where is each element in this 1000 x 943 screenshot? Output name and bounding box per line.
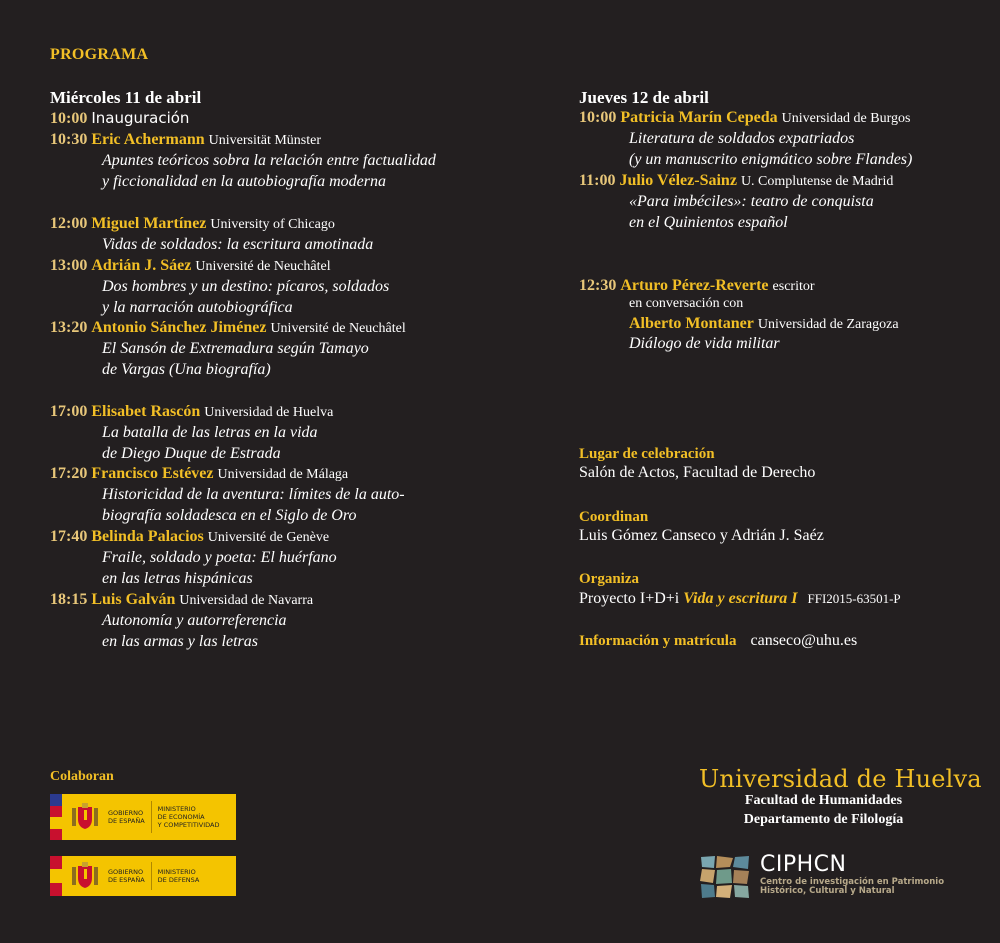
entry-time: 10:00 bbox=[579, 109, 617, 126]
entry-time: 11:00 bbox=[579, 172, 616, 189]
ciphcn-mosaic-icon bbox=[699, 855, 751, 899]
entry-title: biografía soldadesca en el Siglo de Oro bbox=[102, 507, 357, 524]
entry-affiliation: Université de Genève bbox=[207, 530, 330, 545]
entry-affiliation: U. Complutense de Madrid bbox=[740, 174, 894, 189]
entry-time: 10:00 bbox=[50, 110, 88, 127]
lugar-label: Lugar de celebración bbox=[579, 446, 715, 462]
entry-title: «Para imbéciles»: teatro de conquista bbox=[629, 193, 874, 210]
coat-of-arms-icon bbox=[68, 802, 102, 832]
day1-entry-6 bbox=[50, 464, 348, 485]
departamento-name: Departamento de Filología bbox=[743, 812, 904, 827]
entry-title: en las armas y las letras bbox=[102, 633, 258, 650]
entry-conversation: en conversación con bbox=[629, 296, 744, 311]
flag-icon bbox=[50, 794, 62, 840]
entry-title: Vidas de soldados: la escritura amotinada bbox=[102, 236, 374, 253]
entry-title: y la narración autobiográfica bbox=[102, 299, 293, 316]
entry-title: Literatura de soldados expatriados bbox=[629, 130, 855, 147]
entry-affiliation: Universidad de Navarra bbox=[179, 593, 314, 608]
day2-entry-2-second-speaker bbox=[629, 314, 899, 335]
day2-entry-1 bbox=[579, 171, 893, 192]
gobierno-text: GOBIERNO DE ESPAÑA bbox=[108, 809, 145, 825]
facultad-name: Facultad de Humanidades bbox=[744, 793, 903, 808]
entry-time: 13:20 bbox=[50, 319, 88, 336]
entry-speaker: Luis Galván bbox=[91, 591, 176, 608]
entry-title: en las letras hispánicas bbox=[102, 570, 253, 587]
ciphcn-subtitle-1: Centro de investigación en Patrimonio bbox=[760, 877, 945, 887]
entry-affiliation: Université de Neuchâtel bbox=[195, 259, 331, 274]
entry-affiliation: Universidad de Zaragoza bbox=[757, 317, 899, 332]
coat-of-arms-icon bbox=[68, 861, 102, 891]
logo-divider bbox=[151, 801, 152, 833]
entry-title: Diálogo de vida militar bbox=[629, 335, 780, 352]
organiza-value bbox=[579, 589, 901, 609]
entry-speaker: Miguel Martínez bbox=[91, 215, 207, 232]
organiza-project: Vida y escritura I bbox=[683, 590, 798, 607]
entry-title: Autonomía y autorreferencia bbox=[102, 612, 287, 629]
entry-title: La batalla de las letras en la vida bbox=[102, 424, 318, 441]
organiza-label: Organiza bbox=[579, 571, 639, 587]
day1-entry-4 bbox=[50, 318, 406, 339]
entry-title: de Vargas (Una biografía) bbox=[102, 361, 271, 378]
entry-time: 17:00 bbox=[50, 403, 88, 420]
day1-entry-8 bbox=[50, 590, 313, 611]
entry-speaker: Adrián J. Sáez bbox=[91, 257, 192, 274]
entry-time: 12:00 bbox=[50, 215, 88, 232]
day1-entry-5 bbox=[50, 402, 333, 423]
informacion-label: Información y matrícula bbox=[579, 633, 737, 649]
ministerio-text: MINISTERIO DE DEFENSA bbox=[157, 868, 200, 884]
flag-icon bbox=[50, 856, 62, 896]
ciphcn-name: CIPHCN bbox=[760, 852, 847, 877]
day1-entry-1 bbox=[50, 130, 321, 151]
day2-entry-0 bbox=[579, 108, 910, 129]
entry-affiliation: Universidad de Málaga bbox=[217, 467, 349, 482]
entry-affiliation: University of Chicago bbox=[210, 217, 335, 232]
informacion-email[interactable]: canseco@uhu.es bbox=[750, 632, 858, 649]
gobierno-economia-logo bbox=[50, 794, 236, 840]
entry-time: 10:30 bbox=[50, 131, 88, 148]
coordinan-label: Coordinan bbox=[579, 509, 649, 525]
entry-time: 18:15 bbox=[50, 591, 88, 608]
entry-affiliation: escritor bbox=[772, 279, 815, 294]
ministerio-text: MINISTERIO DE ECONOMÍA Y COMPETITIVIDAD bbox=[157, 805, 220, 829]
entry-title: en el Quinientos español bbox=[629, 214, 788, 231]
entry-time: 13:00 bbox=[50, 257, 88, 274]
entry-title: Fraile, soldado y poeta: El huérfano bbox=[102, 549, 337, 566]
day2-title: Jueves 12 de abril bbox=[579, 88, 709, 107]
entry-title: Apuntes teóricos sobra la relación entre factualidad bbox=[102, 152, 436, 169]
entry-time: 17:40 bbox=[50, 528, 88, 545]
entry-title: y ficcionalidad en la autobiografía moderna bbox=[102, 173, 386, 190]
day1-entry-3 bbox=[50, 256, 331, 277]
day1-title: Miércoles 11 de abril bbox=[50, 88, 202, 107]
programa-heading: PROGRAMA bbox=[50, 46, 149, 63]
entry-speaker: Patricia Marín Cepeda bbox=[620, 109, 778, 126]
ciphcn-subtitle-2: Histórico, Cultural y Natural bbox=[760, 886, 895, 896]
entry-title: Dos hombres y un destino: pícaros, soldados bbox=[102, 278, 390, 295]
entry-title: Historicidad de la aventura: límites de la auto- bbox=[102, 486, 405, 503]
entry-title: de Diego Duque de Estrada bbox=[102, 445, 281, 462]
gobierno-defensa-logo bbox=[50, 856, 236, 896]
lugar-value: Salón de Actos, Facultad de Derecho bbox=[579, 464, 816, 481]
day1-entry-2 bbox=[50, 214, 335, 235]
entry-speaker: Francisco Estévez bbox=[91, 465, 214, 482]
entry-speaker: Julio Vélez-Sainz bbox=[619, 172, 737, 189]
colaboran-label: Colaboran bbox=[50, 769, 114, 784]
entry-affiliation: Universidad de Huelva bbox=[204, 405, 334, 420]
organiza-code: FFI2015-63501-P bbox=[807, 591, 901, 606]
gobierno-text: GOBIERNO DE ESPAÑA bbox=[108, 868, 145, 884]
entry-speaker: Belinda Palacios bbox=[91, 528, 204, 545]
logo-divider bbox=[151, 862, 152, 890]
coordinan-value: Luis Gómez Canseco y Adrián J. Saéz bbox=[579, 527, 824, 544]
universidad-huelva-logo: Universidad de Huelva bbox=[699, 765, 982, 793]
entry-time: 17:20 bbox=[50, 465, 88, 482]
entry-title: El Sansón de Extremadura según Tamayo bbox=[102, 340, 369, 357]
day1-entry-7 bbox=[50, 527, 329, 548]
informacion-row bbox=[579, 631, 857, 651]
entry-speaker: Arturo Pérez-Reverte bbox=[620, 277, 769, 294]
entry-title: (y un manuscrito enigmático sobre Flandes) bbox=[629, 151, 913, 168]
entry-speaker: Eric Achermann bbox=[91, 131, 205, 148]
entry-affiliation: Universidad de Burgos bbox=[781, 111, 911, 126]
entry-affiliation: Université de Neuchâtel bbox=[270, 321, 406, 336]
entry-speaker: Alberto Montaner bbox=[629, 315, 754, 332]
entry-time: 12:30 bbox=[579, 277, 617, 294]
organiza-prefix: Proyecto I+D+i bbox=[579, 590, 680, 607]
entry-speaker: Elisabet Rascón bbox=[91, 403, 201, 420]
entry-plain: Inauguración bbox=[91, 109, 190, 127]
day1-entry-0 bbox=[50, 108, 189, 129]
entry-speaker: Antonio Sánchez Jiménez bbox=[91, 319, 267, 336]
entry-affiliation: Universität Münster bbox=[208, 133, 322, 148]
